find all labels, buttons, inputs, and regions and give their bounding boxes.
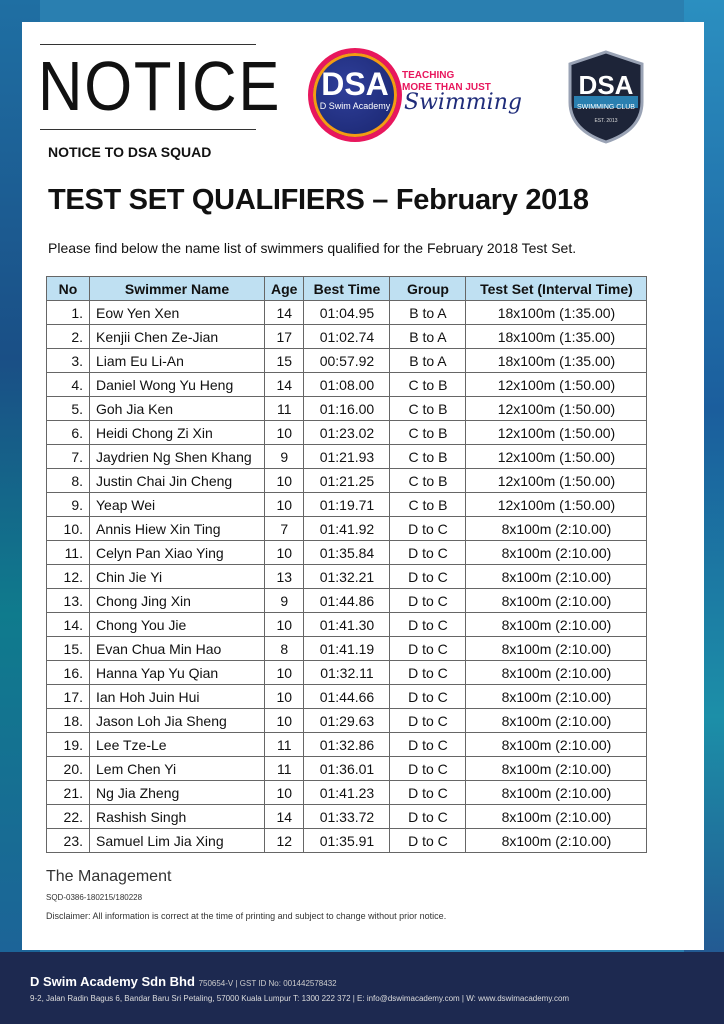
cell-no: 14. [47, 613, 90, 637]
dsa-logo [308, 48, 402, 142]
cell-best-time: 01:35.84 [304, 541, 390, 565]
cell-age: 10 [265, 781, 304, 805]
cell-no: 18. [47, 709, 90, 733]
column-header-no: No [47, 277, 90, 301]
cell-age: 11 [265, 397, 304, 421]
cell-best-time: 01:41.92 [304, 517, 390, 541]
cell-no: 1. [47, 301, 90, 325]
cell-no: 5. [47, 397, 90, 421]
cell-age: 10 [265, 709, 304, 733]
cell-group: D to C [390, 781, 466, 805]
tagline-script: Swimming [404, 90, 522, 115]
cell-group: B to A [390, 301, 466, 325]
cell-test-set: 12x100m (1:50.00) [466, 493, 647, 517]
cell-best-time: 01:19.71 [304, 493, 390, 517]
table-row [47, 397, 647, 421]
cell-group: C to B [390, 421, 466, 445]
table-row [47, 661, 647, 685]
cell-group: C to B [390, 397, 466, 421]
cell-best-time: 01:44.66 [304, 685, 390, 709]
club-logo-text: DSA [578, 70, 634, 100]
cell-group: D to C [390, 757, 466, 781]
cell-age: 7 [265, 517, 304, 541]
cell-group: D to C [390, 661, 466, 685]
table-row [47, 733, 647, 757]
cell-best-time: 01:21.25 [304, 469, 390, 493]
table-row [47, 469, 647, 493]
cell-test-set: 12x100m (1:50.00) [466, 397, 647, 421]
cell-swimmer-name: Chin Jie Yi [90, 565, 265, 589]
page-title: TEST SET QUALIFIERS – February 2018 [48, 184, 589, 216]
cell-age: 11 [265, 757, 304, 781]
qualifiers-table [46, 276, 647, 853]
cell-no: 15. [47, 637, 90, 661]
cell-age: 10 [265, 469, 304, 493]
cell-group: D to C [390, 709, 466, 733]
cell-swimmer-name: Celyn Pan Xiao Ying [90, 541, 265, 565]
cell-test-set: 8x100m (2:10.00) [466, 829, 647, 853]
cell-group: D to C [390, 541, 466, 565]
cell-no: 12. [47, 565, 90, 589]
table-row [47, 517, 647, 541]
signoff: The Management [46, 868, 172, 885]
footer [0, 952, 724, 1024]
cell-age: 14 [265, 373, 304, 397]
cell-best-time: 01:04.95 [304, 301, 390, 325]
cell-age: 8 [265, 637, 304, 661]
cell-best-time: 01:33.72 [304, 805, 390, 829]
cell-test-set: 8x100m (2:10.00) [466, 517, 647, 541]
cell-age: 12 [265, 829, 304, 853]
notice-title: NOTICE [38, 47, 282, 125]
table-row [47, 709, 647, 733]
cell-no: 7. [47, 445, 90, 469]
cell-swimmer-name: Chong Jing Xin [90, 589, 265, 613]
table-row [47, 829, 647, 853]
cell-swimmer-name: Jaydrien Ng Shen Khang [90, 445, 265, 469]
table-row [47, 613, 647, 637]
column-header-test-set: Test Set (Interval Time) [466, 277, 647, 301]
cell-no: 20. [47, 757, 90, 781]
intro-text: Please find below the name list of swimmers qualified for the February 2018 Test Set. [48, 240, 577, 256]
cell-swimmer-name: Kenjii Chen Ze-Jian [90, 325, 265, 349]
cell-no: 16. [47, 661, 90, 685]
tagline-line-1: TEACHING [402, 70, 455, 81]
dsa-logo-text: DSA [321, 66, 389, 102]
cell-age: 13 [265, 565, 304, 589]
cell-test-set: 8x100m (2:10.00) [466, 637, 647, 661]
column-header-name: Swimmer Name [90, 277, 265, 301]
cell-best-time: 01:32.11 [304, 661, 390, 685]
table-row [47, 301, 647, 325]
cell-age: 14 [265, 805, 304, 829]
table-row [47, 589, 647, 613]
cell-group: C to B [390, 469, 466, 493]
cell-test-set: 18x100m (1:35.00) [466, 349, 647, 373]
footer-registration: 750654-V | GST ID No: 001442578432 [198, 979, 337, 988]
notice-title-block [38, 44, 282, 130]
cell-test-set: 8x100m (2:10.00) [466, 613, 647, 637]
cell-age: 11 [265, 733, 304, 757]
cell-best-time: 01:41.19 [304, 637, 390, 661]
notice-top-rule [40, 44, 256, 45]
cell-test-set: 12x100m (1:50.00) [466, 373, 647, 397]
cell-no: 21. [47, 781, 90, 805]
cell-best-time: 01:41.30 [304, 613, 390, 637]
cell-best-time: 01:32.86 [304, 733, 390, 757]
cell-no: 3. [47, 349, 90, 373]
table-row [47, 637, 647, 661]
cell-swimmer-name: Eow Yen Xen [90, 301, 265, 325]
cell-age: 10 [265, 421, 304, 445]
table-row [47, 421, 647, 445]
cell-best-time: 00:57.92 [304, 349, 390, 373]
cell-group: D to C [390, 517, 466, 541]
cell-group: B to A [390, 325, 466, 349]
table-row [47, 781, 647, 805]
cell-no: 4. [47, 373, 90, 397]
column-header-group: Group [390, 277, 466, 301]
cell-test-set: 8x100m (2:10.00) [466, 733, 647, 757]
cell-group: D to C [390, 637, 466, 661]
cell-group: D to C [390, 829, 466, 853]
cell-swimmer-name: Lee Tze-Le [90, 733, 265, 757]
dsa-logo-subtext: D Swim Academy [319, 101, 391, 111]
cell-best-time: 01:02.74 [304, 325, 390, 349]
cell-no: 11. [47, 541, 90, 565]
cell-group: D to C [390, 805, 466, 829]
cell-best-time: 01:32.21 [304, 565, 390, 589]
cell-best-time: 01:35.91 [304, 829, 390, 853]
cell-best-time: 01:29.63 [304, 709, 390, 733]
table-row [47, 445, 647, 469]
cell-no: 19. [47, 733, 90, 757]
cell-no: 23. [47, 829, 90, 853]
cell-swimmer-name: Heidi Chong Zi Xin [90, 421, 265, 445]
cell-swimmer-name: Daniel Wong Yu Heng [90, 373, 265, 397]
table-row [47, 325, 647, 349]
cell-best-time: 01:21.93 [304, 445, 390, 469]
cell-age: 10 [265, 685, 304, 709]
cell-test-set: 8x100m (2:10.00) [466, 589, 647, 613]
cell-group: C to B [390, 493, 466, 517]
cell-test-set: 18x100m (1:35.00) [466, 325, 647, 349]
column-header-best-time: Best Time [304, 277, 390, 301]
table-row [47, 541, 647, 565]
table-row [47, 685, 647, 709]
club-logo-name: SWIMMING CLUB [577, 104, 635, 111]
table-row [47, 493, 647, 517]
cell-no: 17. [47, 685, 90, 709]
table-header-row [47, 277, 647, 301]
cell-no: 22. [47, 805, 90, 829]
cell-best-time: 01:08.00 [304, 373, 390, 397]
cell-age: 14 [265, 301, 304, 325]
cell-age: 10 [265, 613, 304, 637]
cell-swimmer-name: Jason Loh Jia Sheng [90, 709, 265, 733]
cell-swimmer-name: Ng Jia Zheng [90, 781, 265, 805]
footer-company [30, 974, 337, 989]
reference-number: SQD-0386-180215/180228 [46, 893, 143, 902]
cell-best-time: 01:16.00 [304, 397, 390, 421]
table-row [47, 805, 647, 829]
cell-age: 9 [265, 589, 304, 613]
cell-test-set: 12x100m (1:50.00) [466, 445, 647, 469]
cell-group: C to B [390, 445, 466, 469]
column-header-age: Age [265, 277, 304, 301]
cell-group: B to A [390, 349, 466, 373]
cell-no: 13. [47, 589, 90, 613]
footer-company-name: D Swim Academy Sdn Bhd [30, 974, 195, 989]
cell-swimmer-name: Justin Chai Jin Cheng [90, 469, 265, 493]
cell-no: 6. [47, 421, 90, 445]
table-row [47, 757, 647, 781]
cell-age: 9 [265, 445, 304, 469]
cell-swimmer-name: Ian Hoh Juin Hui [90, 685, 265, 709]
cell-test-set: 8x100m (2:10.00) [466, 781, 647, 805]
cell-swimmer-name: Chong You Jie [90, 613, 265, 637]
cell-swimmer-name: Lem Chen Yi [90, 757, 265, 781]
cell-no: 9. [47, 493, 90, 517]
tagline-line-2: MORE THAN JUST [402, 82, 491, 93]
cell-test-set: 8x100m (2:10.00) [466, 661, 647, 685]
cell-best-time: 01:44.86 [304, 589, 390, 613]
cell-no: 10. [47, 517, 90, 541]
cell-group: D to C [390, 733, 466, 757]
table-row [47, 349, 647, 373]
disclaimer: Disclaimer: All information is correct at the time of printing and subject to change without prior notice. [46, 911, 447, 921]
notice-subtitle: NOTICE TO DSA SQUAD [48, 144, 212, 160]
cell-age: 10 [265, 493, 304, 517]
cell-test-set: 8x100m (2:10.00) [466, 565, 647, 589]
cell-group: D to C [390, 613, 466, 637]
cell-age: 17 [265, 325, 304, 349]
cell-test-set: 12x100m (1:50.00) [466, 469, 647, 493]
cell-swimmer-name: Rashish Singh [90, 805, 265, 829]
cell-no: 2. [47, 325, 90, 349]
cell-group: D to C [390, 565, 466, 589]
cell-swimmer-name: Goh Jia Ken [90, 397, 265, 421]
club-logo-est: EST. 2013 [594, 118, 618, 124]
cell-best-time: 01:41.23 [304, 781, 390, 805]
cell-age: 10 [265, 661, 304, 685]
cell-group: D to C [390, 685, 466, 709]
cell-swimmer-name: Liam Eu Li-An [90, 349, 265, 373]
table-row [47, 565, 647, 589]
cell-test-set: 12x100m (1:50.00) [466, 421, 647, 445]
cell-no: 8. [47, 469, 90, 493]
cell-best-time: 01:23.02 [304, 421, 390, 445]
cell-test-set: 8x100m (2:10.00) [466, 541, 647, 565]
cell-swimmer-name: Samuel Lim Jia Xing [90, 829, 265, 853]
cell-test-set: 8x100m (2:10.00) [466, 757, 647, 781]
notice-bottom-rule [40, 129, 256, 130]
footer-address: 9-2, Jalan Radin Bagus 6, Bandar Baru Sri Petaling, 57000 Kuala Lumpur T: 1300 222 372 | E: info@dswimacademy.com | W: www.dswimacademy.com [30, 994, 570, 1003]
cell-age: 15 [265, 349, 304, 373]
cell-group: C to B [390, 373, 466, 397]
cell-group: D to C [390, 589, 466, 613]
cell-swimmer-name: Annis Hiew Xin Ting [90, 517, 265, 541]
table-row [47, 373, 647, 397]
cell-age: 10 [265, 541, 304, 565]
cell-test-set: 8x100m (2:10.00) [466, 685, 647, 709]
cell-swimmer-name: Evan Chua Min Hao [90, 637, 265, 661]
cell-test-set: 8x100m (2:10.00) [466, 709, 647, 733]
cell-best-time: 01:36.01 [304, 757, 390, 781]
cell-swimmer-name: Hanna Yap Yu Qian [90, 661, 265, 685]
cell-test-set: 18x100m (1:35.00) [466, 301, 647, 325]
cell-swimmer-name: Yeap Wei [90, 493, 265, 517]
cell-test-set: 8x100m (2:10.00) [466, 805, 647, 829]
